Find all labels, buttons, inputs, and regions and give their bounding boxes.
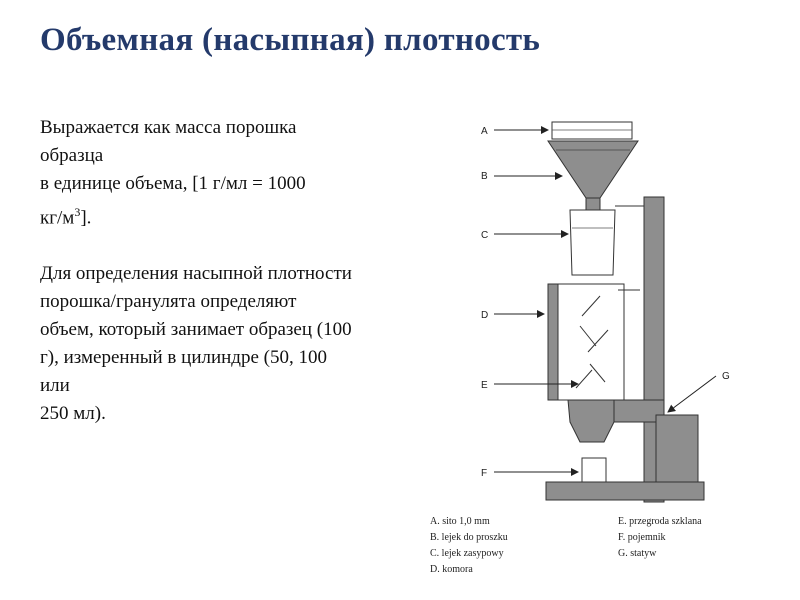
definition-line-4b: ]. <box>80 207 92 229</box>
description-text <box>40 114 450 428</box>
method-line-6: 250 мл). <box>40 403 106 425</box>
svg-text:E: E <box>481 380 488 391</box>
label-f <box>481 468 578 479</box>
lower-chute <box>568 400 614 442</box>
definition-line-1: Выражается как масса порошка <box>40 117 297 138</box>
legend-b: B. lejek do proszku <box>430 532 508 543</box>
volumeter-diagram <box>410 100 800 600</box>
definition-line-4a: кг/м <box>40 207 75 229</box>
legend-c: C. lejek zasypowy <box>430 548 504 559</box>
superscript-3: 3 <box>74 205 81 219</box>
label-d <box>481 310 544 321</box>
stand-base <box>546 482 704 500</box>
legend-a: A. sito 1,0 mm <box>430 516 490 527</box>
paragraph-method <box>40 260 450 428</box>
label-b <box>481 171 562 182</box>
method-line-5: или <box>40 375 70 397</box>
legend-f: F. pojemnik <box>618 532 666 543</box>
stand-block <box>656 415 698 483</box>
method-line-3: объем, который занимает образец (100 <box>40 319 352 341</box>
svg-text:C: C <box>481 230 489 241</box>
chamber-frame <box>548 284 558 400</box>
svg-text:A: A <box>481 126 488 137</box>
paragraph-definition <box>40 114 450 232</box>
svg-text:G: G <box>722 371 730 382</box>
feed-funnel <box>570 210 615 275</box>
svg-text:F: F <box>481 468 488 479</box>
label-g <box>668 371 730 412</box>
volumeter-figure <box>410 100 800 600</box>
sieve <box>552 122 632 139</box>
svg-text:D: D <box>481 310 489 321</box>
page-title: Объемная (насыпная) плотность <box>40 22 541 58</box>
definition-line-3: в единице объема, [1 г/мл = 1000 <box>40 173 306 194</box>
legend-e: E. przegroda szklana <box>618 516 702 527</box>
method-line-4: г), измеренный в цилиндре (50, 100 <box>40 347 327 369</box>
method-line-1: Для определения насыпной плотности <box>40 263 352 285</box>
svg-text:B: B <box>481 171 488 182</box>
legend-d: D. komora <box>430 564 473 575</box>
definition-line-2: образца <box>40 145 104 166</box>
legend-g: G. statyw <box>618 548 657 559</box>
method-line-2: порошка/гранулята определяют <box>40 291 297 313</box>
container <box>582 458 606 482</box>
figure-legend <box>430 516 702 575</box>
label-c <box>481 230 568 241</box>
chamber <box>556 284 624 400</box>
label-a <box>481 126 548 137</box>
powder-funnel <box>548 141 638 198</box>
